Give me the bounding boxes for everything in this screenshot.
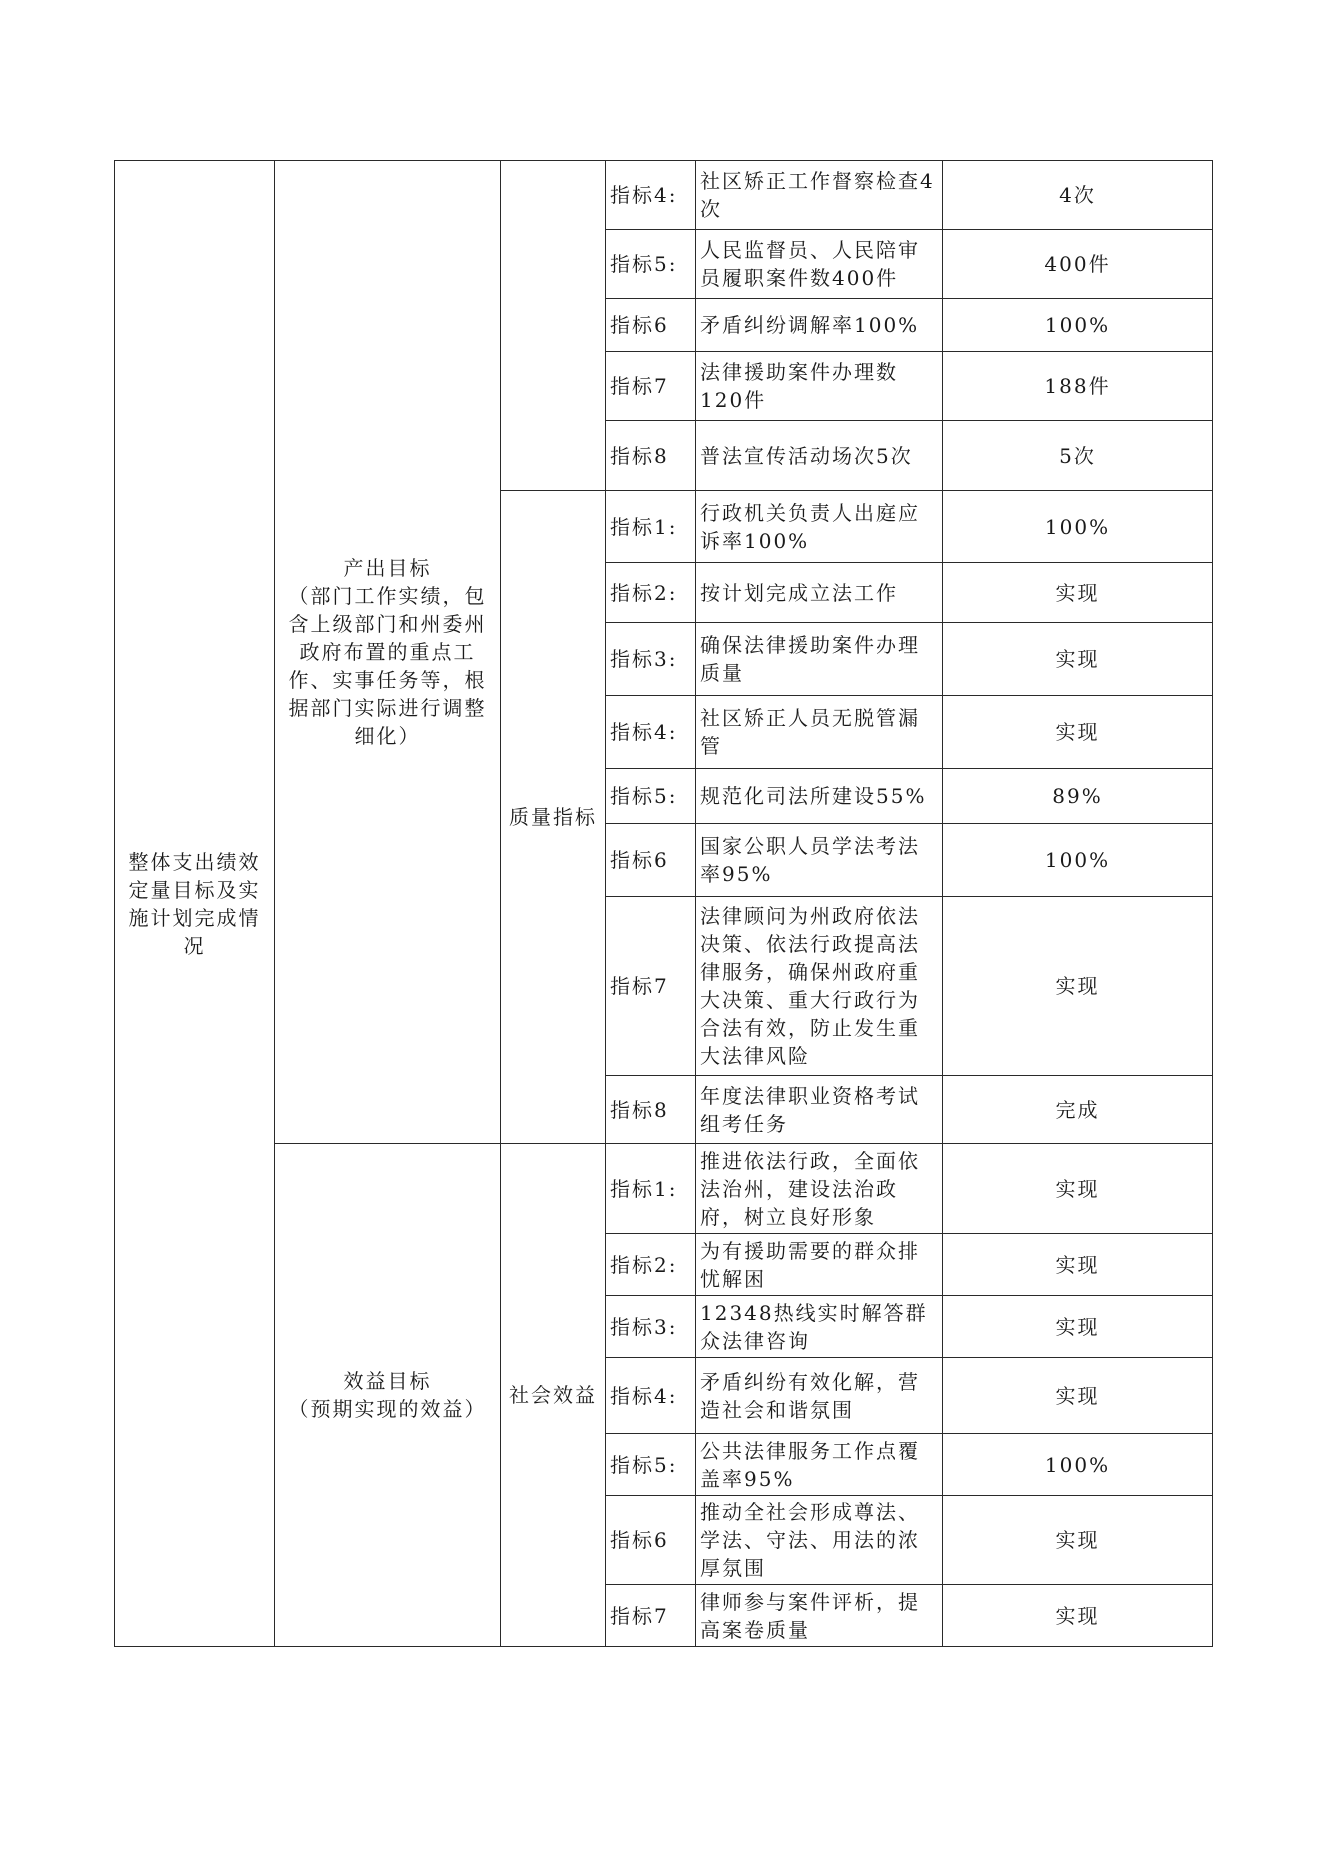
indicator-label: 指标4:	[606, 696, 696, 769]
indicator-value: 188件	[943, 352, 1213, 421]
indicator-desc: 社区矫正工作督察检查4次	[696, 161, 943, 230]
indicator-value: 实现	[943, 1296, 1213, 1358]
indicator-label: 指标4:	[606, 1358, 696, 1434]
indicator-desc: 公共法律服务工作点覆盖率95%	[696, 1434, 943, 1496]
indicator-value: 400件	[943, 230, 1213, 299]
indicator-value: 实现	[943, 563, 1213, 623]
indicator-label: 指标5:	[606, 230, 696, 299]
indicator-desc: 法律援助案件办理数120件	[696, 352, 943, 421]
indicator-desc: 12348热线实时解答群众法律咨询	[696, 1296, 943, 1358]
indicator-desc: 国家公职人员学法考法率95%	[696, 824, 943, 897]
indicator-desc: 推动全社会形成尊法、学法、守法、用法的浓厚氛围	[696, 1496, 943, 1585]
output-subgroup-cell	[501, 161, 606, 491]
indicator-label: 指标6	[606, 824, 696, 897]
main-category-cell: 整体支出绩效定量目标及实施计划完成情况	[115, 161, 275, 1647]
indicator-value: 实现	[943, 696, 1213, 769]
indicator-label: 指标8	[606, 1076, 696, 1144]
indicator-value: 实现	[943, 1358, 1213, 1434]
indicator-value: 实现	[943, 1585, 1213, 1647]
indicator-label: 指标3:	[606, 1296, 696, 1358]
indicator-desc: 年度法律职业资格考试组考任务	[696, 1076, 943, 1144]
indicator-value: 100%	[943, 1434, 1213, 1496]
indicator-label: 指标5:	[606, 1434, 696, 1496]
indicator-desc: 确保法律援助案件办理质量	[696, 623, 943, 696]
indicator-label: 指标8	[606, 421, 696, 491]
output-goal-title: 产出目标	[343, 556, 432, 580]
indicator-value: 5次	[943, 421, 1213, 491]
indicator-label: 指标3:	[606, 623, 696, 696]
indicator-value: 100%	[943, 824, 1213, 897]
indicator-desc: 普法宣传活动场次5次	[696, 421, 943, 491]
social-benefit-cell: 社会效益	[501, 1144, 606, 1647]
indicator-value: 实现	[943, 1234, 1213, 1296]
indicator-value: 100%	[943, 299, 1213, 352]
indicator-label: 指标1:	[606, 491, 696, 563]
output-goal-note: （部门工作实绩，包含上级部门和州委州政府布置的重点工作、实事任务等，根据部门实际进行调整细化）	[288, 584, 487, 748]
indicator-label: 指标7	[606, 897, 696, 1076]
indicator-desc: 按计划完成立法工作	[696, 563, 943, 623]
indicator-desc: 矛盾纠纷调解率100%	[696, 299, 943, 352]
indicator-desc: 规范化司法所建设55%	[696, 769, 943, 824]
table-row	[115, 1144, 1213, 1234]
benefit-goal-note: （预期实现的效益）	[288, 1397, 487, 1421]
indicator-value: 实现	[943, 1496, 1213, 1585]
indicator-label: 指标7	[606, 352, 696, 421]
indicator-label: 指标2:	[606, 1234, 696, 1296]
indicator-value: 4次	[943, 161, 1213, 230]
benefit-goal-title: 效益目标	[343, 1369, 432, 1393]
indicator-label: 指标5:	[606, 769, 696, 824]
indicator-desc: 社区矫正人员无脱管漏管	[696, 696, 943, 769]
indicator-desc: 为有援助需要的群众排忧解困	[696, 1234, 943, 1296]
indicator-value: 完成	[943, 1076, 1213, 1144]
indicator-label: 指标6	[606, 1496, 696, 1585]
indicator-desc: 行政机关负责人出庭应诉率100%	[696, 491, 943, 563]
benefit-goal-cell	[275, 1144, 501, 1647]
indicator-desc: 律师参与案件评析，提高案卷质量	[696, 1585, 943, 1647]
output-goal-cell	[275, 161, 501, 1144]
indicator-value: 实现	[943, 623, 1213, 696]
indicator-desc: 法律顾问为州政府依法决策、依法行政提高法律服务，确保州政府重大决策、重大行政行为合法有效，防止发生重大法律风险	[696, 897, 943, 1076]
indicator-desc: 矛盾纠纷有效化解，营造社会和谐氛围	[696, 1358, 943, 1434]
indicator-label: 指标1:	[606, 1144, 696, 1234]
indicator-label: 指标4:	[606, 161, 696, 230]
indicator-desc: 人民监督员、人民陪审员履职案件数400件	[696, 230, 943, 299]
indicator-label: 指标6	[606, 299, 696, 352]
indicator-value: 实现	[943, 897, 1213, 1076]
indicator-label: 指标2:	[606, 563, 696, 623]
indicator-value: 100%	[943, 491, 1213, 563]
quality-indicator-cell: 质量指标	[501, 491, 606, 1144]
indicator-value: 89%	[943, 769, 1213, 824]
indicator-value: 实现	[943, 1144, 1213, 1234]
indicator-label: 指标7	[606, 1585, 696, 1647]
indicator-desc: 推进依法行政，全面依法治州，建设法治政府，树立良好形象	[696, 1144, 943, 1234]
performance-table	[114, 160, 1213, 1647]
table-row	[115, 161, 1213, 230]
